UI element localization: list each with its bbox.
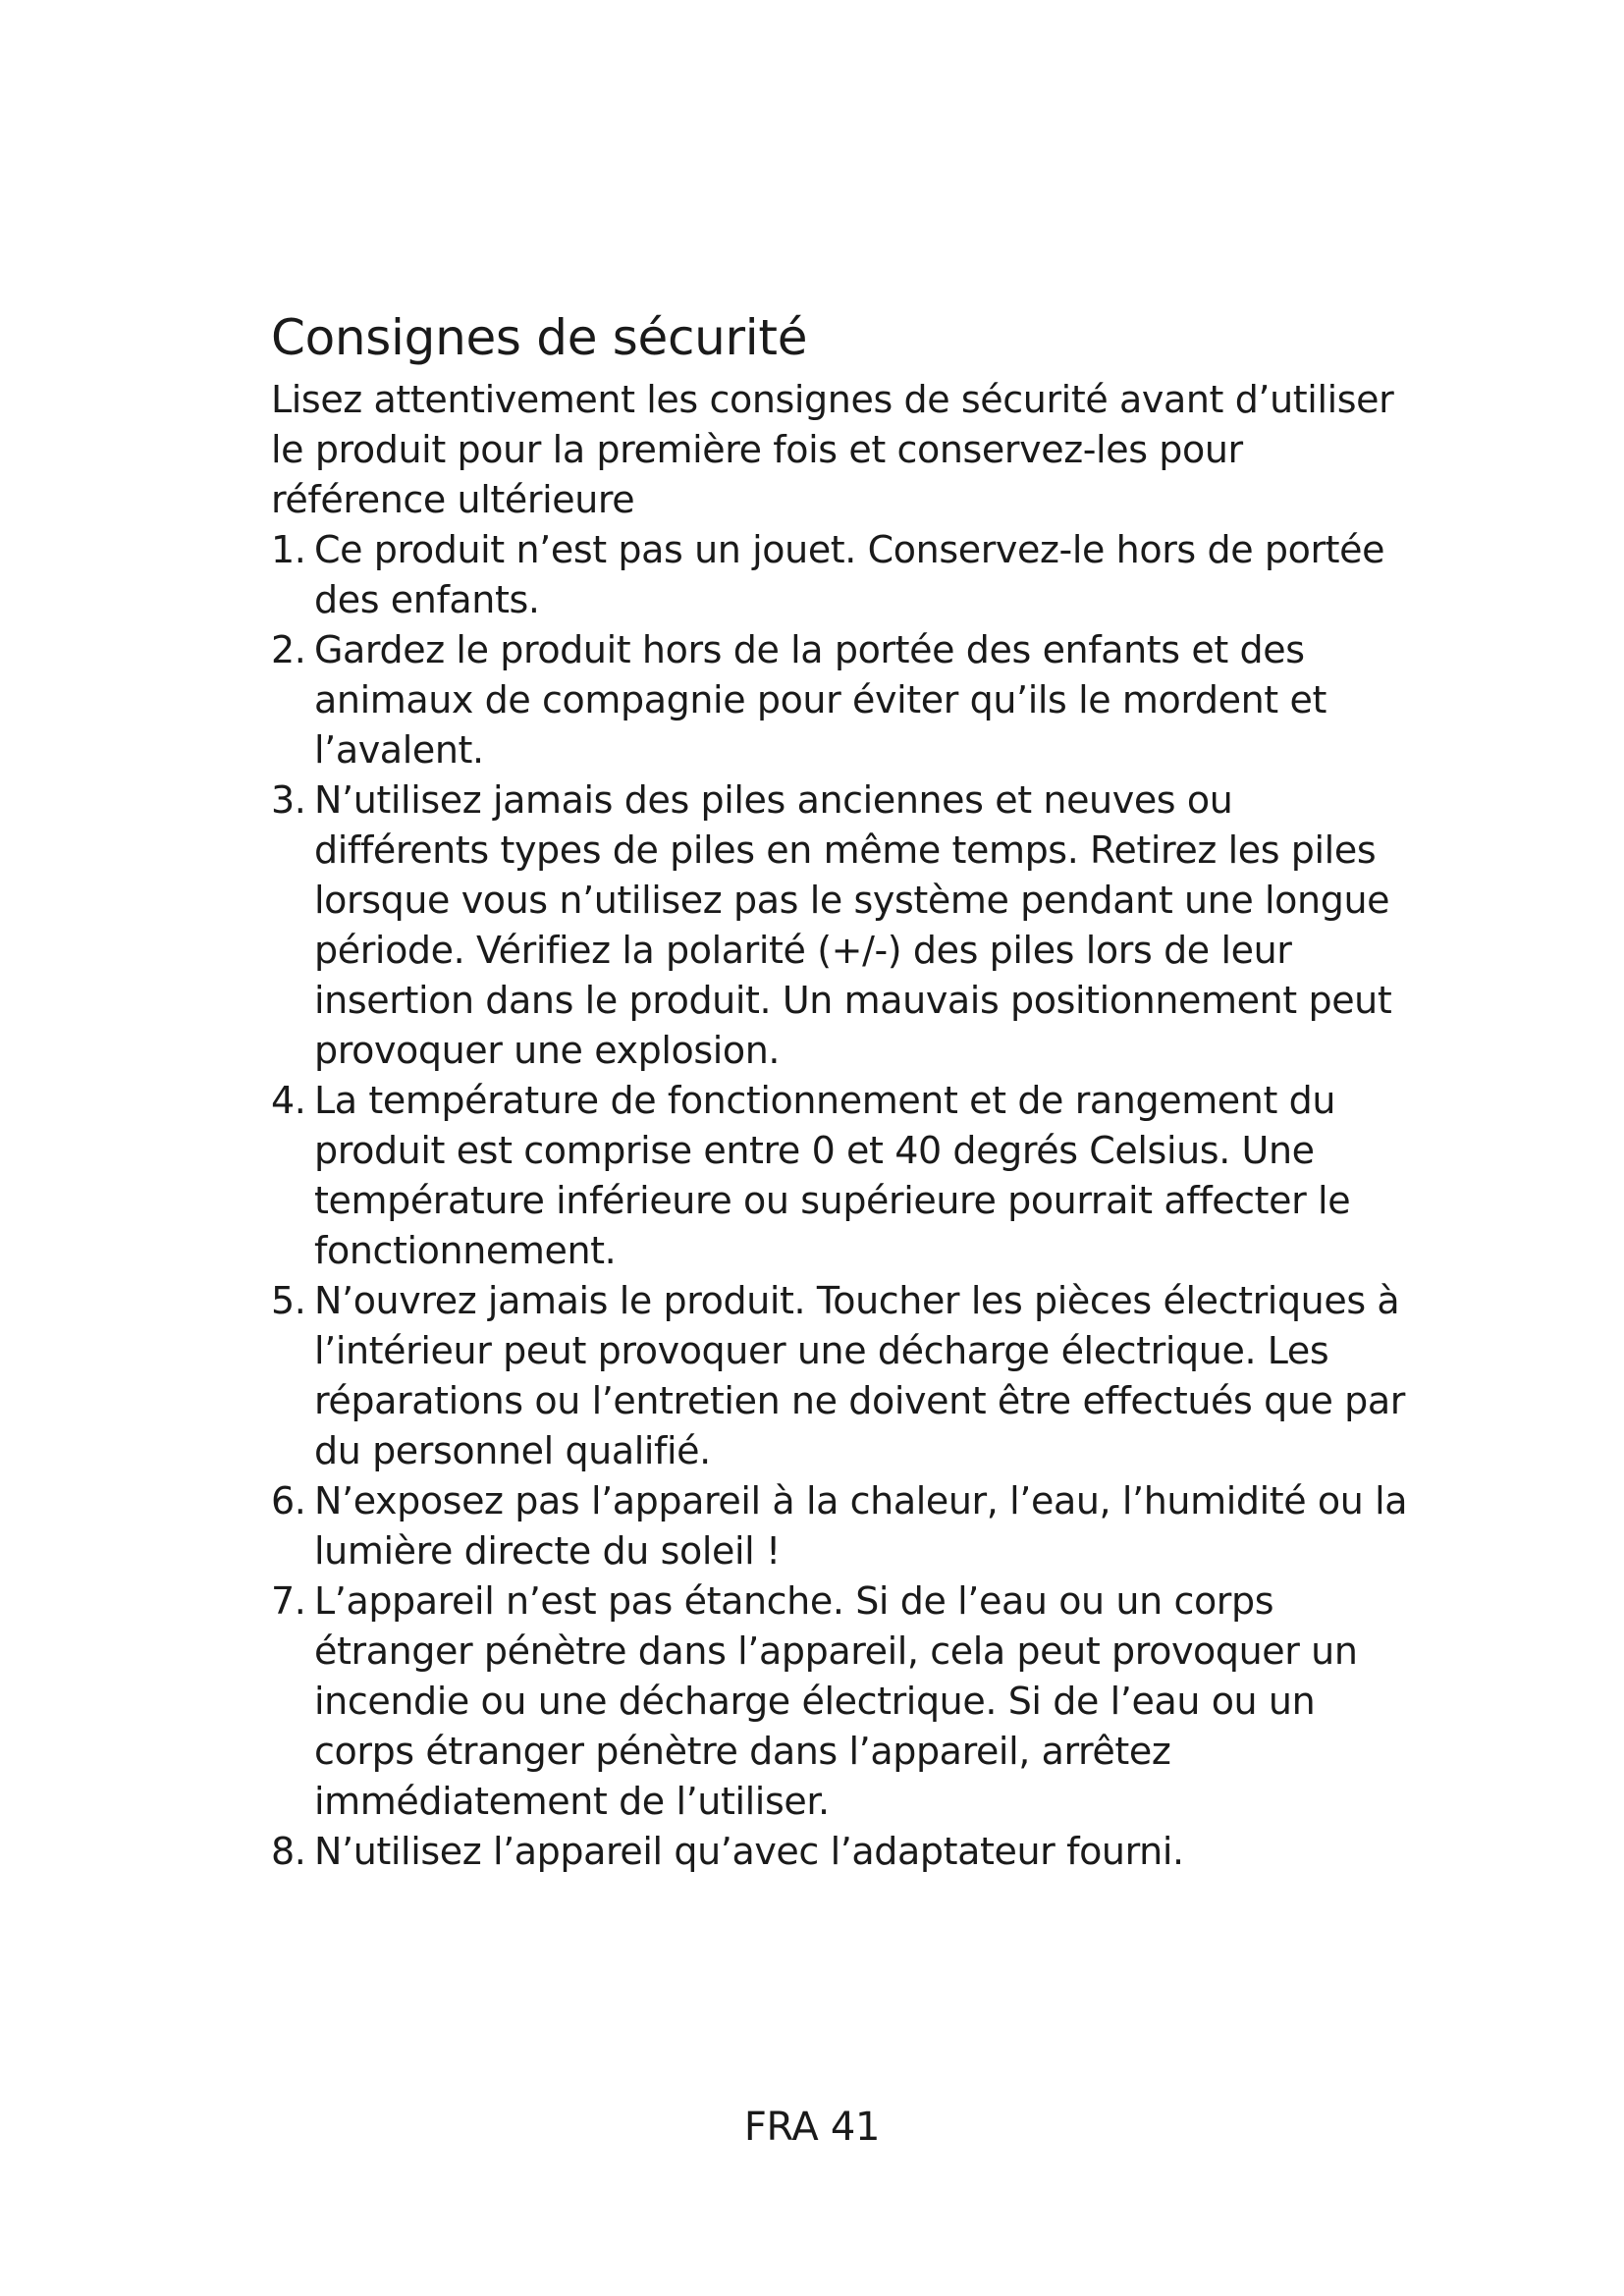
item-text: L’appareil n’est pas étanche. Si de l’eau ou un corps étranger pénètre dans l’appareil, cela peut provoquer un incendie ou une décharge électrique. Si de l’eau ou un corps étranger pénètre dans l’appareil, arrêtez immédiatement de l’utiliser. (314, 1579, 1358, 1823)
item-text: Ce produit n’est pas un jouet. Conservez-le hors de portée des enfants. (314, 528, 1385, 621)
list-item (271, 1076, 1410, 1276)
item-text: N’exposez pas l’appareil à la chaleur, l’eau, l’humidité ou la lumière directe du soleil ! (314, 1479, 1408, 1573)
item-text: N’utilisez l’appareil qu’avec l’adaptateur fourni. (314, 1830, 1184, 1873)
item-text: Gardez le produit hors de la portée des enfants et des animaux de compagnie pour éviter qu’ils le mordent et l’avalent. (314, 628, 1326, 772)
document-body (271, 306, 1410, 1877)
page-number: FRA 41 (743, 2105, 881, 2150)
item-number: 6. (271, 1479, 306, 1522)
list-item (271, 1276, 1410, 1476)
page-title: Consignes de sécurité (271, 309, 808, 366)
item-text: La température de fonctionnement et de rangement du produit est comprise entre 0 et 40 degrés Celsius. Une température inférieure ou supérieure pourrait affecter le fonctionnement. (314, 1079, 1351, 1272)
item-number: 2. (271, 628, 306, 671)
item-number: 5. (271, 1279, 306, 1322)
item-number: 1. (271, 528, 306, 571)
item-number: 4. (271, 1079, 306, 1122)
item-number: 8. (271, 1830, 306, 1873)
intro-paragraph: Lisez attentivement les consignes de sécurité avant d’utiliser le produit pour la première fois et conservez-les pour référence ultérieure (271, 378, 1394, 521)
item-text: N’ouvrez jamais le produit. Toucher les pièces électriques à l’intérieur peut provoquer une décharge électrique. Les réparations ou l’entretien ne doivent être effectués que par du personnel qualifié. (314, 1279, 1405, 1472)
item-text: N’utilisez jamais des piles anciennes et neuves ou différents types de piles en même temps. Retirez les piles lorsque vous n’utilisez pas le système pendant une longue période. Vérifiez la polarité (+/-) des piles lors de leur insertion dans le produit. Un mauvais positionnement peut provoquer une explosion. (314, 778, 1392, 1072)
item-number: 3. (271, 778, 306, 822)
item-number: 7. (271, 1579, 306, 1623)
list-item (271, 1576, 1410, 1827)
list-item (271, 1827, 1410, 1877)
list-item (271, 525, 1410, 625)
list-item (271, 625, 1410, 775)
list-item (271, 1476, 1410, 1576)
list-item (271, 775, 1410, 1076)
safety-list (271, 525, 1410, 1877)
